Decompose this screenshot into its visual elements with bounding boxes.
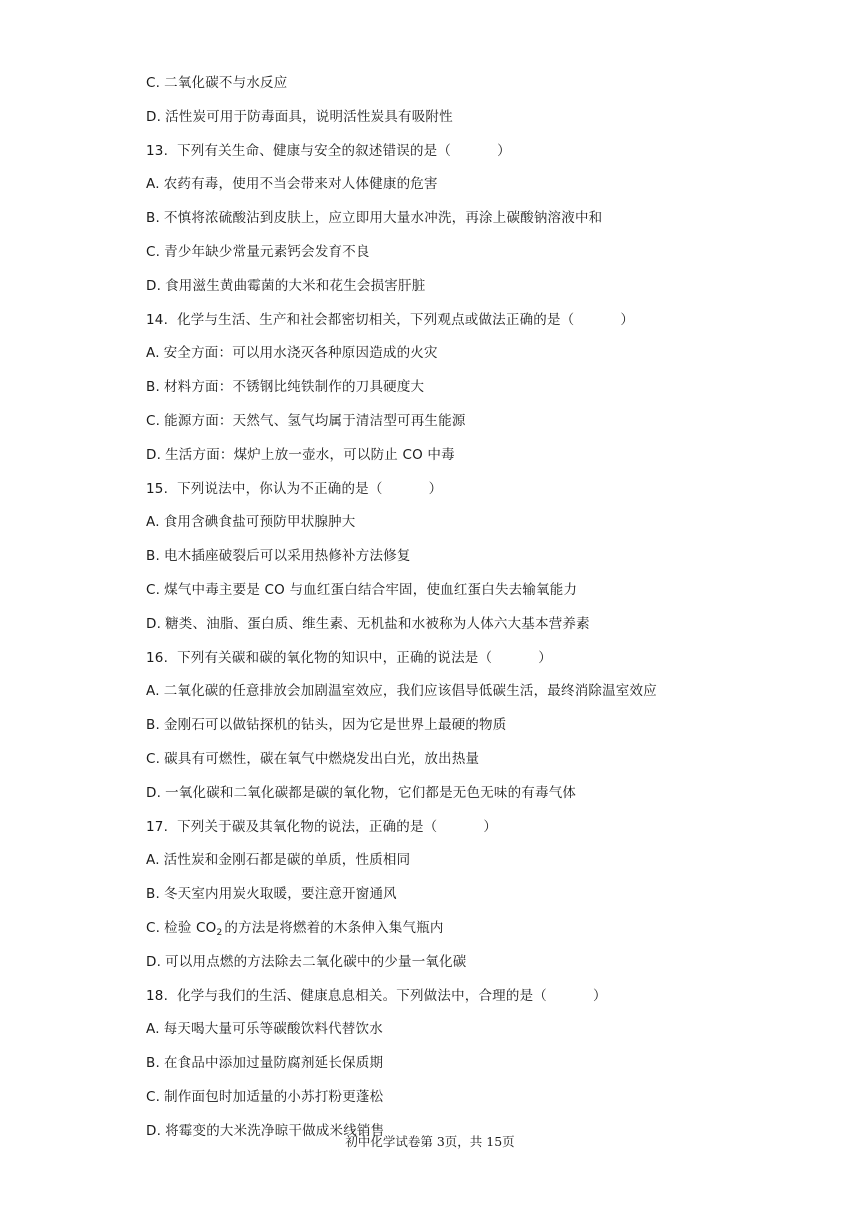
option-letter: D. xyxy=(146,108,162,125)
question-list xyxy=(146,71,746,1153)
question-number: 16. xyxy=(146,649,169,666)
question-paren-end: ） xyxy=(538,649,552,666)
option-letter: C. xyxy=(146,919,161,936)
option-text: 每天喝大量可乐等碳酸饮料代替饮水 xyxy=(163,1021,383,1038)
q15-option-c xyxy=(146,578,746,612)
q17-option-c xyxy=(146,916,746,950)
q14-option-a xyxy=(146,341,746,375)
option-text: 制作面包时加适量的小苏打粉更蓬松 xyxy=(164,1088,384,1105)
option-letter: C. xyxy=(146,1088,161,1105)
answer-blank xyxy=(451,139,497,163)
answer-blank xyxy=(437,815,483,839)
question-paren-end: ） xyxy=(592,987,607,1004)
option-letter: D. xyxy=(146,1122,162,1139)
q13-option-d xyxy=(146,274,746,308)
option-text: 金刚石可以做钻探机的钻头，因为它是世界上最硬的物质 xyxy=(163,717,507,734)
option-text: 食用滋生黄曲霉菌的大米和花生会损害肝脏 xyxy=(165,277,426,294)
q14-option-c xyxy=(146,409,746,443)
option-text: 活性炭和金刚石都是碳的单质，性质相同 xyxy=(163,852,411,869)
option-letter: A. xyxy=(146,683,160,700)
option-letter: C. xyxy=(146,412,161,429)
option-letter: B. xyxy=(146,717,160,734)
option-text: 活性炭可用于防毒面具，说明活性炭具有吸附性 xyxy=(165,108,453,125)
option-text: 能源方面：天然气、氢气均属于清洁型可再生能源 xyxy=(164,412,466,429)
answer-blank xyxy=(492,646,538,670)
question-number: 17. xyxy=(146,818,169,835)
q16-option-b xyxy=(146,713,746,747)
option-text: 材料方面：不锈钢比纯铁制作的刀具硬度大 xyxy=(163,379,425,396)
option-letter: C. xyxy=(146,581,161,598)
question-paren-end: ） xyxy=(497,142,511,159)
q17-stem xyxy=(146,815,746,849)
option-letter: A. xyxy=(146,1021,160,1038)
option-text: 冬天室内用炭火取暖，要注意开窗通风 xyxy=(163,886,397,903)
answer-blank xyxy=(547,984,593,1008)
option-letter: A. xyxy=(146,852,160,869)
option-text: 农药有毒，使用不当会带来对人体健康的危害 xyxy=(163,176,438,193)
q17-option-a xyxy=(146,848,746,882)
option-text: 将霉变的大米洗净晾干做成米线销售 xyxy=(165,1122,385,1139)
option-text: 食用含碘食盐可预防甲状腺肿大 xyxy=(163,514,356,531)
q16-option-a xyxy=(146,679,746,713)
q17-option-b xyxy=(146,882,746,916)
question-number: 13. xyxy=(146,142,169,159)
q18-option-a xyxy=(146,1017,746,1051)
q18-option-b xyxy=(146,1051,746,1085)
option-letter: A. xyxy=(146,514,160,531)
q12-option-c xyxy=(146,71,746,105)
question-text: 下列有关生命、健康与安全的叙述错误的是（ xyxy=(177,142,452,159)
option-letter: D. xyxy=(146,784,162,801)
option-letter: C. xyxy=(146,75,161,91)
question-number: 15. xyxy=(146,480,169,497)
option-letter: B. xyxy=(146,379,160,396)
q18-option-c xyxy=(146,1085,746,1119)
option-text: 电木插座破裂后可以采用热修补方法修复 xyxy=(163,548,411,565)
option-text: 青少年缺少常量元素钙会发育不良 xyxy=(164,243,370,260)
q16-stem xyxy=(146,646,746,680)
option-letter: B. xyxy=(146,886,160,903)
q15-option-a xyxy=(146,510,746,544)
option-letter: D. xyxy=(146,953,162,970)
answer-blank xyxy=(383,477,429,501)
question-text: 下列关于碳及其氧化物的说法，正确的是（ xyxy=(177,818,438,835)
q13-stem xyxy=(146,139,746,173)
question-paren-end: ） xyxy=(620,311,635,328)
option-text-start: 检验 CO xyxy=(164,919,217,936)
q13-option-a xyxy=(146,172,746,206)
option-text: 生活方面：煤炉上放一壶水，可以防止 CO 中毒 xyxy=(165,446,455,463)
option-text: 不慎将浓硫酸沾到皮肤上，应立即用大量水冲洗，再涂上碳酸钠溶液中和 xyxy=(163,210,603,227)
q15-option-b xyxy=(146,544,746,578)
question-paren-end: ） xyxy=(483,818,498,835)
option-letter: B. xyxy=(146,1055,160,1072)
question-text: 化学与生活、生产和社会都密切相关，下列观点或做法正确的是（ xyxy=(177,311,575,328)
option-text: 碳具有可燃性，碳在氧气中燃烧发出白光，放出热量 xyxy=(164,750,480,767)
q15-stem xyxy=(146,477,746,511)
page-footer: 初中化学试卷第 3页，共 15页 xyxy=(345,1134,515,1149)
q14-option-d xyxy=(146,443,746,477)
q16-option-d xyxy=(146,781,746,815)
q15-option-d xyxy=(146,612,746,646)
option-letter: D. xyxy=(146,446,162,463)
question-paren-end: ） xyxy=(428,480,443,497)
q13-option-b xyxy=(146,206,746,240)
option-text-end: 的方法是将燃着的木条伸入集气瓶内 xyxy=(224,919,444,936)
question-number: 18. xyxy=(146,987,169,1004)
question-text: 下列有关碳和碳的氧化物的知识中，正确的说法是（ xyxy=(177,649,493,666)
subscript: 2 xyxy=(216,927,223,938)
option-text: 二氧化碳不与水反应 xyxy=(164,75,288,91)
option-letter: C. xyxy=(146,243,161,260)
q17-option-d xyxy=(146,950,746,984)
option-letter: A. xyxy=(146,176,160,193)
option-text: 可以用点燃的方法除去二氧化碳中的少量一氧化碳 xyxy=(165,953,467,970)
option-letter: C. xyxy=(146,750,161,767)
q13-option-c xyxy=(146,240,746,274)
q18-stem xyxy=(146,984,746,1018)
question-number: 14. xyxy=(146,311,169,328)
option-letter: A. xyxy=(146,345,160,362)
q14-stem xyxy=(146,308,746,342)
option-text: 安全方面：可以用水浇灭各种原因造成的火灾 xyxy=(163,345,438,362)
option-text: 煤气中毒主要是 CO 与血红蛋白结合牢固，使血红蛋白失去输氧能力 xyxy=(164,581,578,598)
question-text: 化学与我们的生活、健康息息相关。下列做法中，合理的是（ xyxy=(177,987,547,1004)
option-text: 一氧化碳和二氧化碳都是碳的氧化物，它们都是无色无味的有毒气体 xyxy=(165,784,577,801)
q14-option-b xyxy=(146,375,746,409)
option-letter: D. xyxy=(146,277,162,294)
q16-option-c xyxy=(146,747,746,781)
option-letter: B. xyxy=(146,210,160,227)
question-text: 下列说法中，你认为不正确的是（ xyxy=(177,480,383,497)
answer-blank xyxy=(574,308,620,332)
option-letter: D. xyxy=(146,615,162,632)
option-text: 二氧化碳的任意排放会加剧温室效应，我们应该倡导低碳生活，最终消除温室效应 xyxy=(163,683,657,700)
option-text: 糖类、油脂、蛋白质、维生素、无机盐和水被称为人体六大基本营养素 xyxy=(165,615,590,632)
q12-option-d xyxy=(146,105,746,139)
option-letter: B. xyxy=(146,548,160,565)
option-text: 在食品中添加过量防腐剂延长保质期 xyxy=(163,1055,384,1072)
